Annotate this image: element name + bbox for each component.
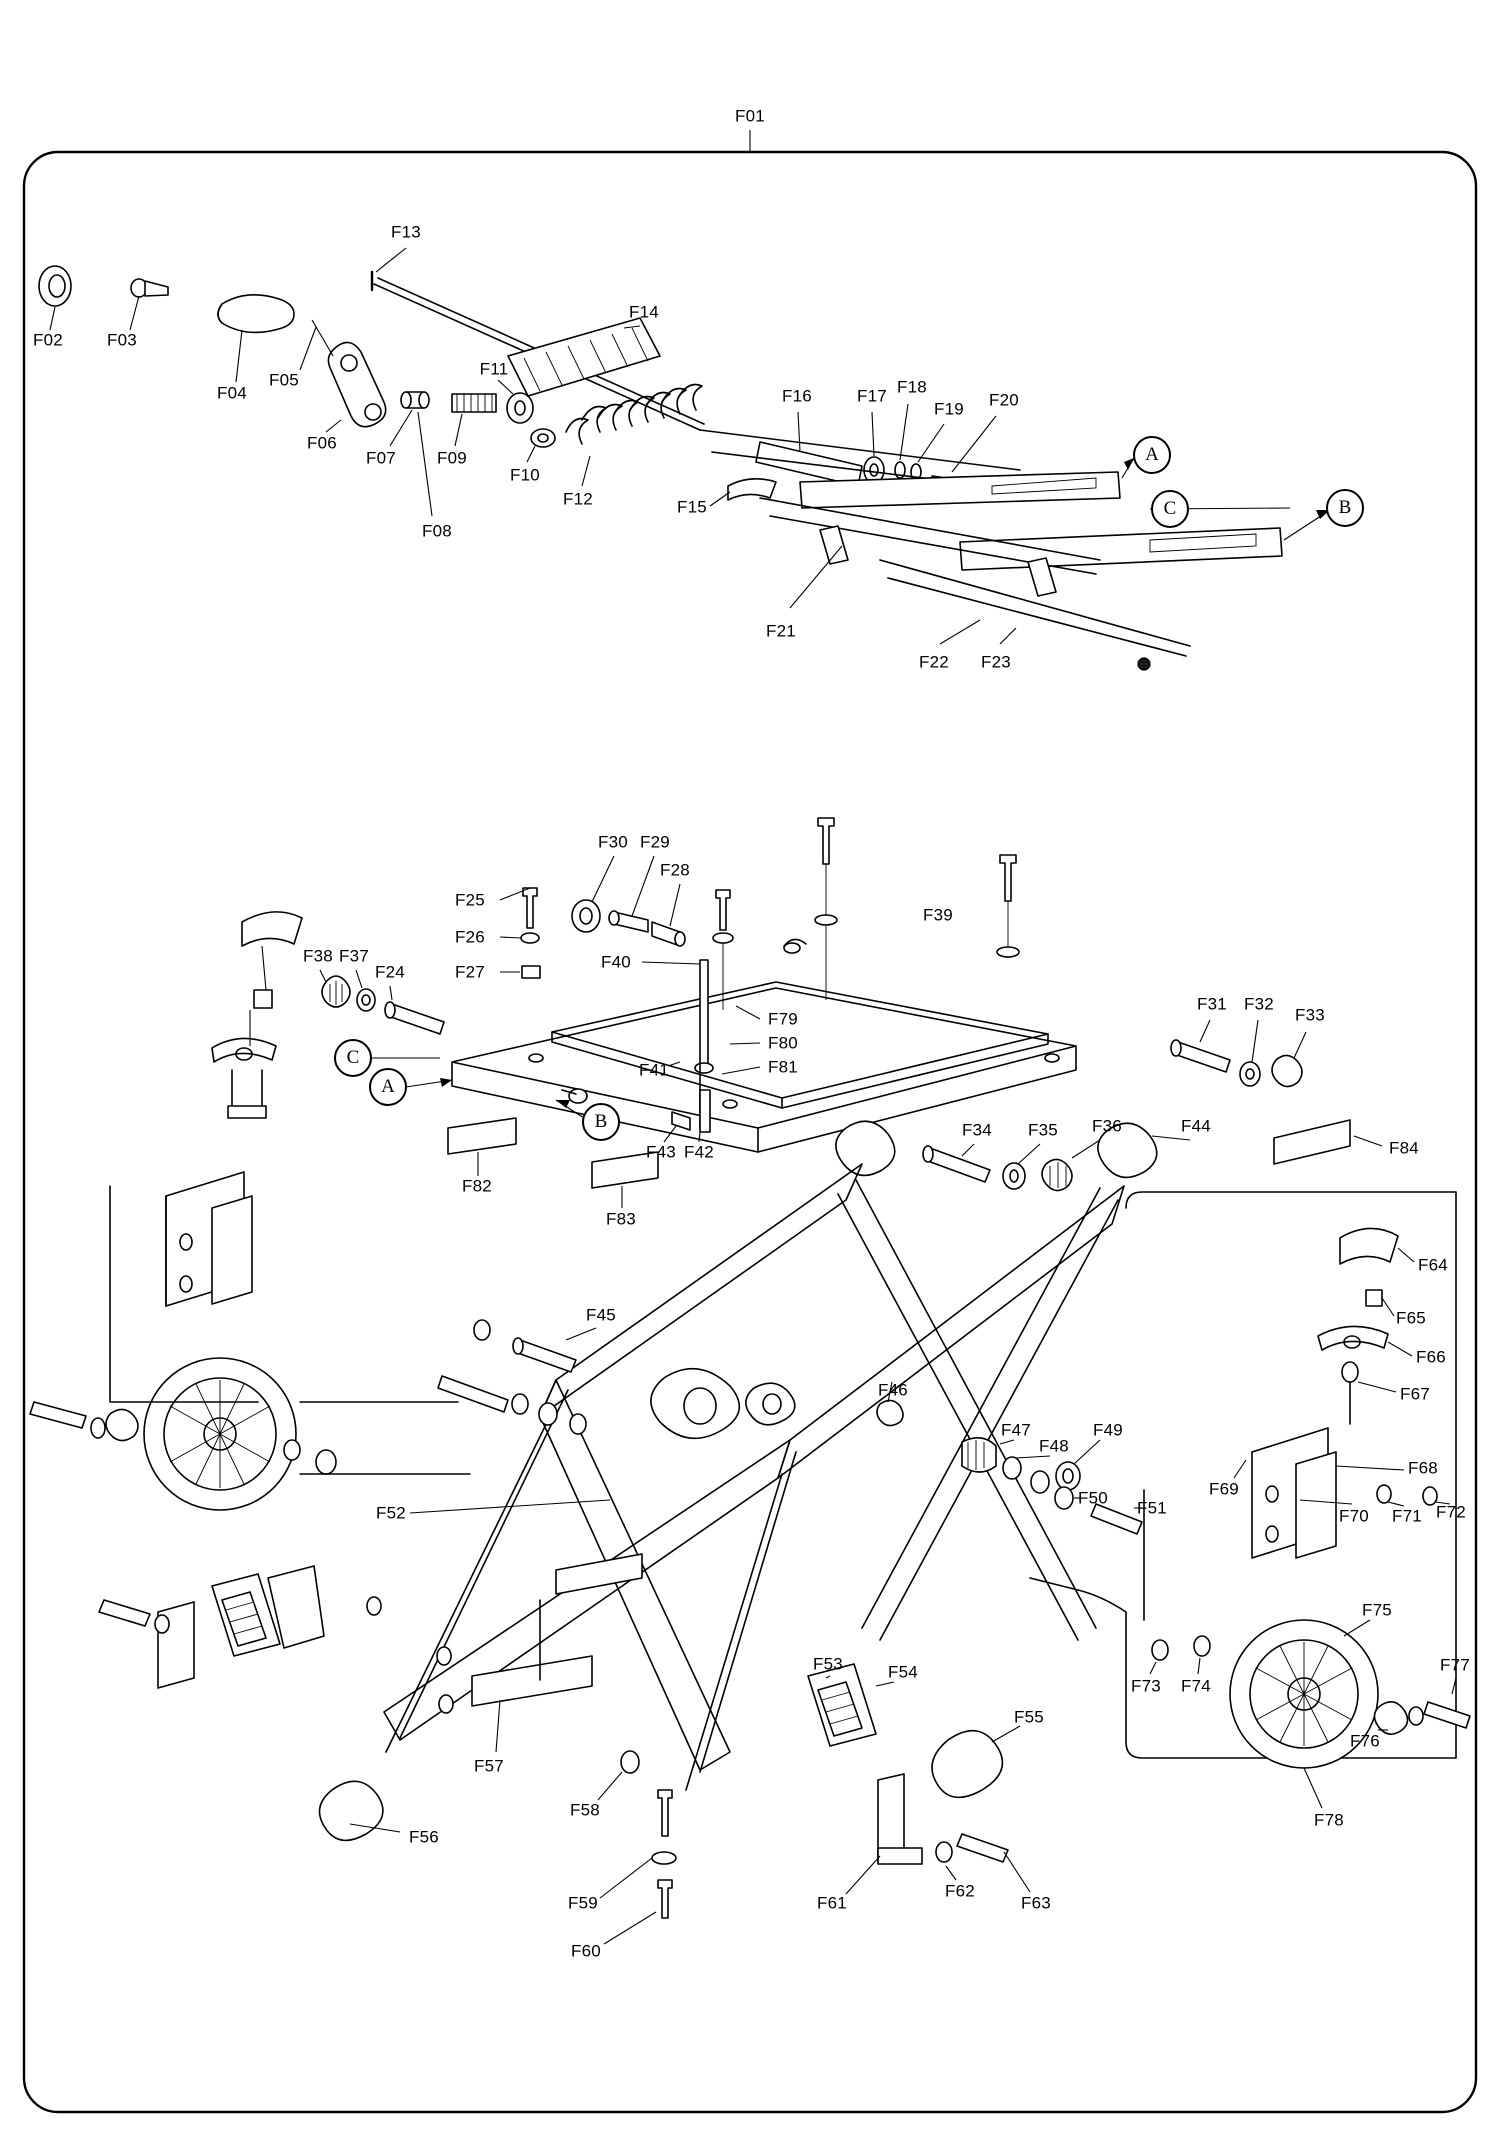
callout-a-5: A: [369, 1068, 407, 1106]
part-label-f11: F11: [479, 359, 509, 379]
part-label-f50: F50: [1078, 1488, 1108, 1508]
part-label-f23: F23: [981, 652, 1011, 672]
part-label-f04: F04: [217, 383, 247, 403]
part-label-f68: F68: [1408, 1458, 1438, 1478]
part-label-f13: F13: [391, 222, 421, 242]
part-label-f29: F29: [640, 832, 670, 852]
part-label-f25: F25: [455, 890, 485, 910]
part-label-f31: F31: [1197, 994, 1227, 1014]
part-label-f45: F45: [586, 1305, 616, 1325]
part-label-f81: F81: [768, 1057, 798, 1077]
part-label-f71: F71: [1392, 1506, 1422, 1526]
part-label-f18: F18: [897, 377, 927, 397]
part-label-f10: F10: [510, 465, 540, 485]
part-label-f42: F42: [684, 1142, 714, 1162]
part-label-f72: F72: [1436, 1502, 1466, 1522]
part-label-f02: F02: [33, 330, 63, 350]
part-label-f01: F01: [735, 106, 765, 126]
part-label-f16: F16: [782, 386, 812, 406]
part-label-f78: F78: [1314, 1810, 1344, 1830]
part-label-f57: F57: [474, 1756, 504, 1776]
part-label-f49: F49: [1093, 1420, 1123, 1440]
part-label-f60: F60: [571, 1941, 601, 1961]
part-label-f44: F44: [1181, 1116, 1211, 1136]
part-label-f64: F64: [1418, 1255, 1448, 1275]
part-label-f26: F26: [455, 927, 485, 947]
part-label-f58: F58: [570, 1800, 600, 1820]
callout-b-6: B: [582, 1103, 620, 1141]
part-label-f54: F54: [888, 1662, 918, 1682]
part-label-f63: F63: [1021, 1893, 1051, 1913]
callout-b-3: B: [1326, 489, 1364, 527]
part-label-f38: F38: [303, 946, 333, 966]
part-label-f82: F82: [462, 1176, 492, 1196]
part-label-f12: F12: [563, 489, 593, 509]
part-label-f15: F15: [677, 497, 707, 517]
part-label-f47: F47: [1001, 1420, 1031, 1440]
part-label-f06: F06: [307, 433, 337, 453]
part-label-f77: F77: [1440, 1655, 1470, 1675]
callout-c-2: C: [1151, 490, 1189, 528]
part-label-f62: F62: [945, 1881, 975, 1901]
part-label-f07: F07: [366, 448, 396, 468]
part-label-f51: F51: [1137, 1498, 1167, 1518]
part-label-f30: F30: [598, 832, 628, 852]
part-label-f56: F56: [409, 1827, 439, 1847]
part-label-f03: F03: [107, 330, 137, 350]
diagram-frame: [24, 152, 1476, 2112]
part-label-f27: F27: [455, 962, 485, 982]
part-label-f33: F33: [1295, 1005, 1325, 1025]
part-label-f09: F09: [437, 448, 467, 468]
part-label-f36: F36: [1092, 1116, 1122, 1136]
part-label-f80: F80: [768, 1033, 798, 1053]
part-label-f28: F28: [660, 860, 690, 880]
part-label-f24: F24: [375, 962, 405, 982]
part-label-f70: F70: [1339, 1506, 1369, 1526]
part-label-f39: F39: [923, 905, 953, 925]
part-label-f17: F17: [857, 386, 887, 406]
part-label-f40: F40: [601, 952, 631, 972]
part-label-f32: F32: [1244, 994, 1274, 1014]
part-label-f67: F67: [1400, 1384, 1430, 1404]
part-label-f22: F22: [919, 652, 949, 672]
callout-c-4: C: [334, 1039, 372, 1077]
part-label-f66: F66: [1416, 1347, 1446, 1367]
part-label-f55: F55: [1014, 1707, 1044, 1727]
part-label-f48: F48: [1039, 1436, 1069, 1456]
part-label-f59: F59: [568, 1893, 598, 1913]
part-label-f37: F37: [339, 946, 369, 966]
lower-assembly: [30, 1164, 1470, 1944]
part-label-f52: F52: [376, 1503, 406, 1523]
part-label-f83: F83: [606, 1209, 636, 1229]
part-label-f34: F34: [962, 1120, 992, 1140]
part-label-f76: F76: [1350, 1731, 1380, 1751]
part-label-f14: F14: [629, 302, 659, 322]
part-label-f84: F84: [1389, 1138, 1419, 1158]
part-label-f61: F61: [817, 1893, 847, 1913]
part-label-f21: F21: [766, 621, 796, 641]
callout-a-1: A: [1133, 436, 1171, 474]
part-label-f20: F20: [989, 390, 1019, 410]
part-label-f43: F43: [646, 1142, 676, 1162]
part-label-f74: F74: [1181, 1676, 1211, 1696]
part-label-f73: F73: [1131, 1676, 1161, 1696]
part-label-f19: F19: [934, 399, 964, 419]
part-label-f79: F79: [768, 1009, 798, 1029]
part-label-f46: F46: [878, 1380, 908, 1400]
part-label-f41: F41: [639, 1060, 669, 1080]
part-label-f53: F53: [813, 1654, 843, 1674]
part-label-f05: F05: [269, 370, 299, 390]
part-label-f08: F08: [422, 521, 452, 541]
part-label-f35: F35: [1028, 1120, 1058, 1140]
part-label-f69: F69: [1209, 1479, 1239, 1499]
part-label-f75: F75: [1362, 1600, 1392, 1620]
part-label-f65: F65: [1396, 1308, 1426, 1328]
